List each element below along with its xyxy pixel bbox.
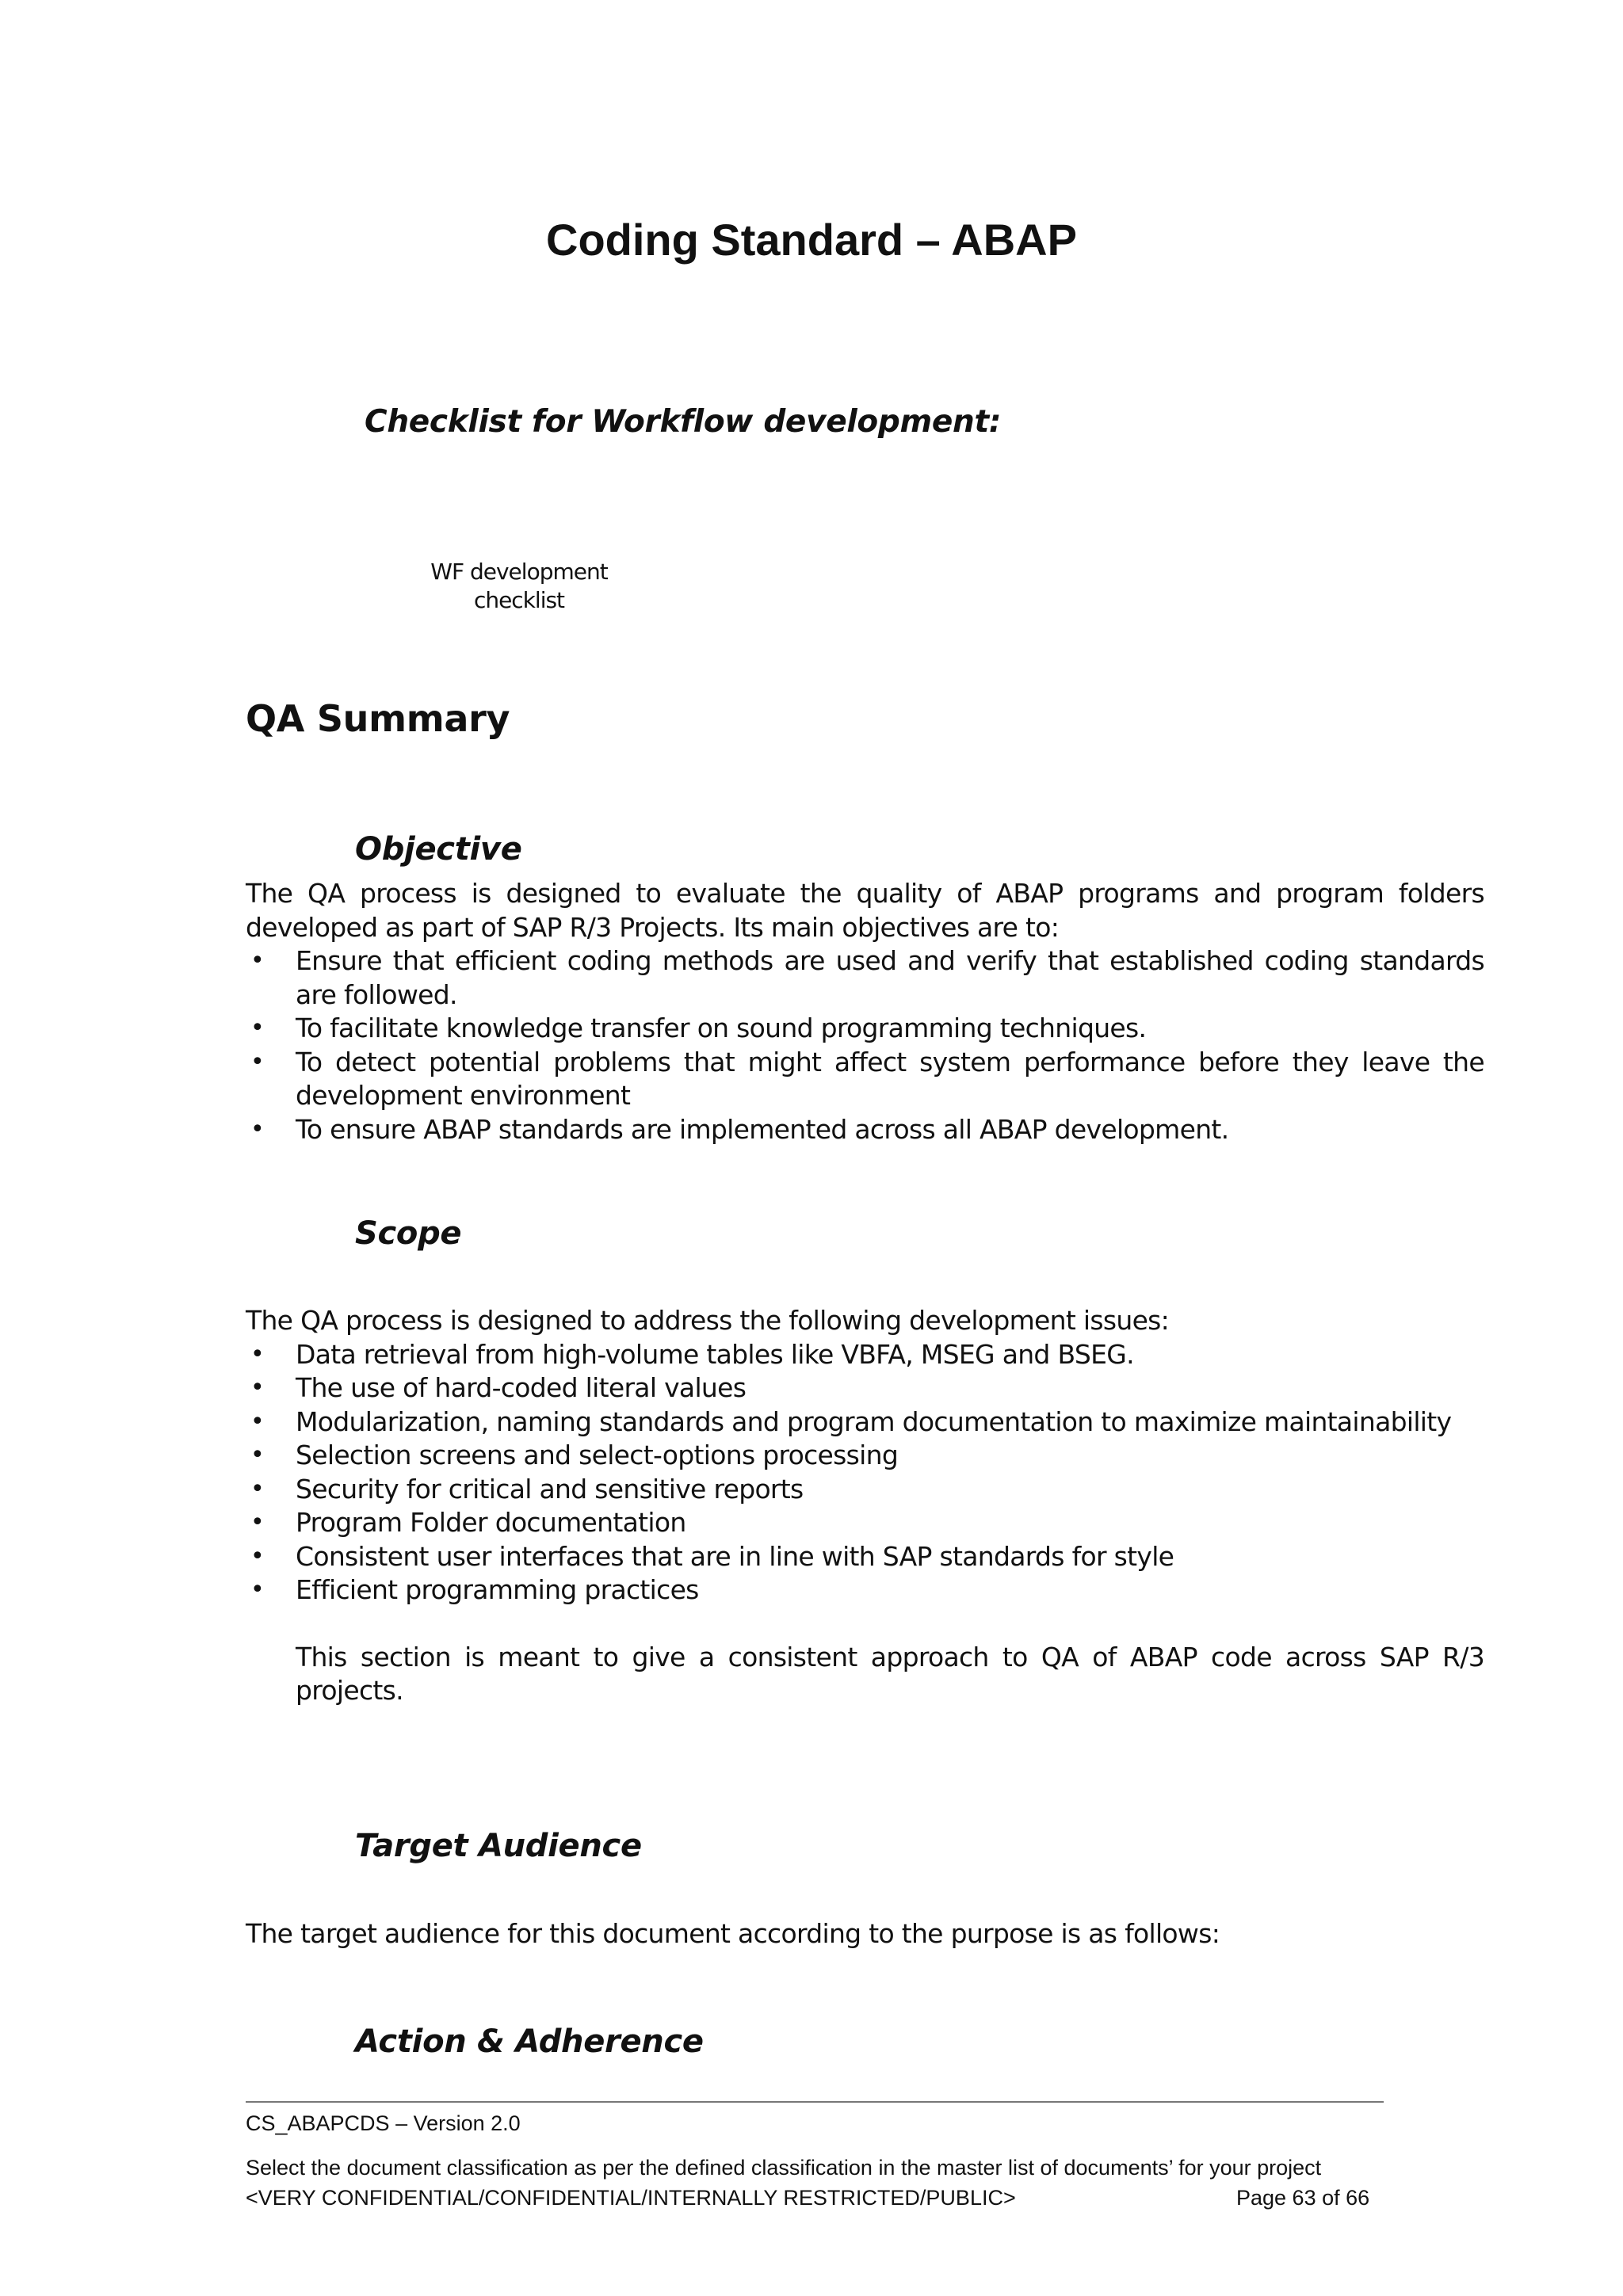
footer-divider — [246, 2101, 1384, 2103]
objective-bullet-list — [246, 944, 1484, 1146]
list-item-text: To facilitate knowledge transfer on sound programming techniques. — [296, 1013, 1147, 1043]
list-item — [246, 1046, 1484, 1113]
list-item-text: Data retrieval from high-volume tables like VBFA, MSEG and BSEG. — [296, 1338, 1134, 1370]
page-number: Page 63 of 66 — [1236, 2186, 1370, 2210]
target-audience-heading: Target Audience — [355, 1828, 642, 1864]
scope-closing: This section is meant to give a consistent approach to QA of ABAP code across SAP R/3 projects. — [296, 1641, 1484, 1706]
bullet-icon: • — [250, 1474, 264, 1503]
footer-classification-note: Select the document classification as per the defined classification in the master list of documents’ for your project — [246, 2156, 1322, 2180]
bullet-icon: • — [250, 1407, 264, 1436]
list-item — [246, 1371, 1484, 1405]
list-item — [246, 944, 1484, 1012]
list-item — [246, 1012, 1484, 1046]
bullet-icon: • — [250, 1115, 264, 1143]
objective-section — [246, 877, 1484, 1146]
list-item-text: The use of hard-coded literal values — [296, 1372, 747, 1403]
scope-section — [246, 1304, 1484, 1708]
list-item-text: Modularization, naming standards and program documentation to maximize maintainability — [296, 1405, 1452, 1437]
list-item-text: Consistent user interfaces that are in line with SAP standards for style — [296, 1540, 1174, 1572]
list-item-text: Ensure that efficient coding methods are used and verify that established coding standards are followed. — [296, 945, 1484, 1010]
scope-intro: The QA process is designed to address the following development issues: — [246, 1305, 1170, 1336]
target-audience-section — [246, 1917, 1484, 1951]
bullet-icon: • — [250, 1374, 264, 1402]
bullet-icon: • — [250, 1047, 264, 1076]
embedded-object-label-line2: checklist — [473, 587, 565, 613]
list-item — [246, 1405, 1484, 1440]
bullet-icon: • — [250, 947, 264, 974]
scope-bullet-list — [246, 1338, 1484, 1608]
list-item-text: To ensure ABAP standards are implemented across all ABAP development. — [296, 1113, 1229, 1145]
list-item-text: Security for critical and sensitive reports — [296, 1473, 804, 1505]
objective-heading: Objective — [355, 831, 522, 868]
bullet-icon: • — [250, 1014, 264, 1042]
list-item — [246, 1439, 1484, 1473]
embedded-checklist-object[interactable] — [396, 558, 642, 615]
list-item — [246, 1473, 1484, 1507]
list-item — [246, 1540, 1484, 1574]
bullet-icon: • — [250, 1508, 264, 1536]
list-item — [246, 1113, 1484, 1147]
scope-heading: Scope — [355, 1215, 462, 1252]
page-title: Coding Standard – ABAP — [546, 215, 1077, 265]
list-item — [246, 1506, 1484, 1540]
list-item — [246, 1573, 1484, 1608]
footer-classification-options: <VERY CONFIDENTIAL/CONFIDENTIAL/INTERNALLY RESTRICTED/PUBLIC> — [246, 2186, 1016, 2210]
list-item-text: To detect potential problems that might affect system performance before they leave the development environment — [296, 1046, 1484, 1111]
section-title: QA Summary — [246, 697, 510, 740]
action-adherence-heading: Action & Adherence — [355, 2023, 704, 2060]
bullet-icon: • — [250, 1441, 264, 1469]
footer-version: CS_ABAPCDS – Version 2.0 — [246, 2111, 521, 2135]
bullet-icon: • — [250, 1542, 264, 1570]
list-item-text: Program Folder documentation — [296, 1507, 686, 1538]
list-item-text: Selection screens and select-options processing — [296, 1440, 899, 1470]
bullet-icon: • — [250, 1576, 264, 1604]
list-item-text: Efficient programming practices — [296, 1574, 699, 1605]
target-audience-text: The target audience for this document according to the purpose is as follows: — [246, 1918, 1220, 1949]
objective-intro: The QA process is designed to evaluate the quality of ABAP programs and program folders developed as part of SAP R/3 Projects. Its main objectives are to: — [246, 878, 1484, 943]
bullet-icon: • — [250, 1340, 264, 1368]
list-item — [246, 1338, 1484, 1372]
embedded-object-label-line1: WF development — [430, 559, 608, 585]
checklist-heading: Checklist for Workflow development: — [365, 404, 1002, 440]
